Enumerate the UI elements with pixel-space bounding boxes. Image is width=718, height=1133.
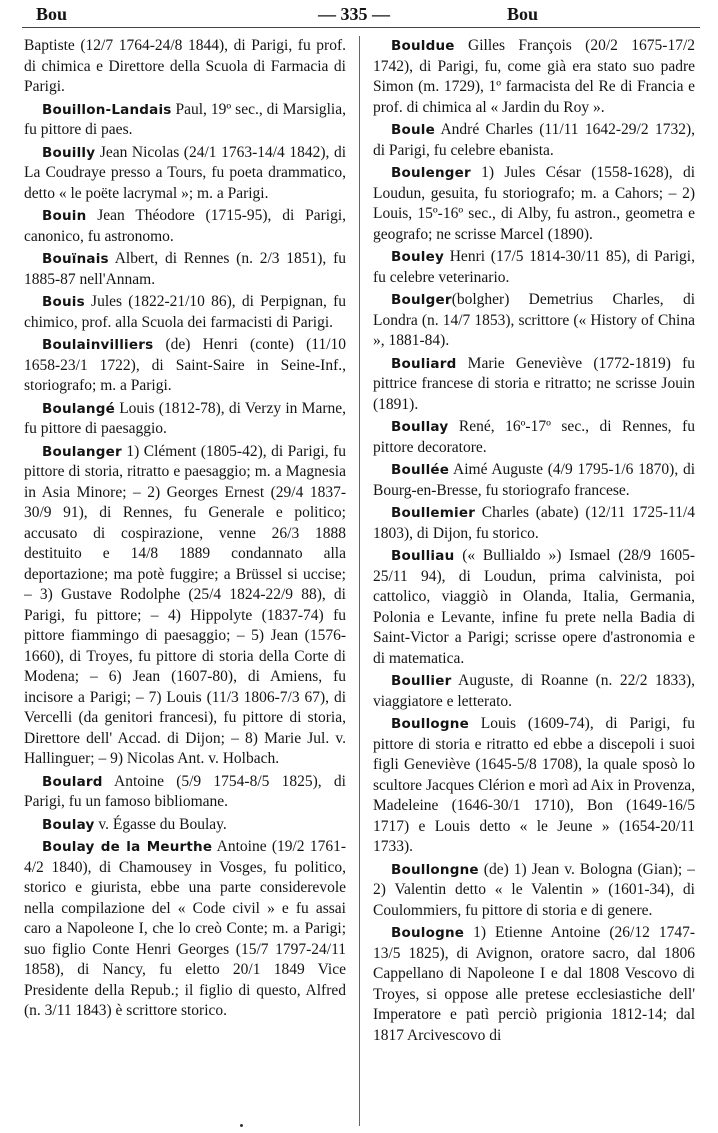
- dictionary-entry: [373, 36, 695, 118]
- header-rule: [22, 27, 700, 28]
- entry-text: Baptiste (12/7 1764-24/8 1844), di Parigi, fu prof. di chimica e Direttore della Scuola di Farmacia di Parigi.: [24, 37, 346, 95]
- dictionary-entry: [24, 399, 346, 440]
- entry-text: (de) 1) Jean v. Bologna (Gian); – 2) Valentin detto « le Valentin » (1601-34), di Coulommiers, fu pittore di storia e di genere.: [373, 860, 695, 919]
- entry-text: v. Égasse du Boulay.: [94, 815, 227, 833]
- entry-headword: Bouliard: [391, 355, 457, 372]
- entry-headword: Boulenger: [391, 165, 471, 181]
- right-column: [373, 36, 695, 1126]
- entry-text: Henri (17/5 1814-30/11 85), di Parigi, fu celebre veterinario.: [373, 248, 695, 286]
- entry-text: Jean Nicolas (24/1 1763-14/4 1842), di La Coudraye presso a Tours, fu poeta drammatico, detto « le poëte lacrymal »; m. a Parigi.: [24, 143, 346, 202]
- entry-headword: Boulay: [42, 816, 95, 833]
- dictionary-entry: [373, 290, 695, 352]
- dictionary-entry: [24, 206, 346, 247]
- entry-text: Auguste, di Roanne (n. 22/2 1833), viaggiatore e letterato.: [373, 672, 695, 710]
- dictionary-entry: [24, 292, 346, 333]
- entry-headword: Boulliau: [391, 548, 455, 564]
- dictionary-entry: [373, 503, 695, 544]
- entry-headword: Bouillon-Landais: [42, 101, 172, 118]
- dictionary-entry: [373, 354, 695, 416]
- dictionary-entry: [373, 860, 695, 922]
- entry-text: Jean Théodore (1715-95), di Parigi, canonico, fu astronomo.: [24, 207, 346, 245]
- entry-headword: Bouin: [42, 208, 87, 224]
- entry-text: 1) Jules César (1558-1628), di Loudun, gesuita, fu storiografo; m. a Cahors; – 2) Louis, 15º-16º sec., di Alby, fu astron., geometra e geografo; ne scrisse Marcel (1890).: [373, 164, 695, 243]
- dictionary-entry: [373, 460, 695, 501]
- dictionary-entry: [24, 837, 346, 1022]
- entry-text: Jules (1822-21/10 86), di Perpignan, fu chimico, prof. alla Scuola dei farmacisti di Parigi.: [24, 293, 346, 331]
- header-left-guideword: Bou: [36, 4, 68, 24]
- entry-text: Antoine (5/9 1754-8/5 1825), di Parigi, fu un famoso bibliomane.: [24, 772, 346, 810]
- entry-headword: Boulard: [42, 773, 103, 790]
- dictionary-entry: [24, 143, 346, 205]
- entry-text: Gilles François (20/2 1675-17/2 1742), di Parigi, fu, come già era stato suo padre Simon (m. 1729), 1º farmacista del Re di Francia e prof. di chimica al « Jardin du Roy ».: [373, 37, 695, 116]
- entry-text: 1) Clément (1805-42), di Parigi, fu pittore di storia, ritratto e paesaggio; m. a Magnesia in Asia Minore; – 2) Georges Ernest (29/4 1837-30/9 91), di Rennes, fu Generale e politico; accusato di cospirazione, venne 26/3 1888 destituito e 14/8 1889 condannato alla deportazione; ma potè fuggire; a Brüssel si uccise; – 3) Gustave Rodolphe (25/4 1824-22/9 88), di Parigi, fu pittore; – 4) Hippolyte (1837-74) fu pittore fiammingo di paesaggio; – 5) Jean (1576-1660), di Troyes, fu pittore di storia della Corte di Modena; – 6) Jean (1607-80), di Amiens, fu incisore a Parigi; – 7) Louis (11/3 1806-7/3 67), di Vercelli (da genitori francesi), fu pittore di storia, Direttore dell' Accad. di Dijon; – 8) Marie Jul. v. Hallinguer; – 9) Nicolas Ant. v. Holbach.: [24, 442, 346, 767]
- entry-text: Paul, 19º sec., di Marsiglia, fu pittore di paes.: [24, 100, 346, 138]
- entry-headword: Boulay de la Meurthe: [42, 839, 213, 855]
- dictionary-entry: [24, 36, 346, 98]
- entry-headword: Bouis: [42, 294, 85, 310]
- dictionary-entry: [373, 120, 695, 161]
- dictionary-entry: [373, 546, 695, 669]
- dictionary-entry: [373, 163, 695, 245]
- entry-headword: Bouldue: [391, 38, 455, 54]
- dictionary-entry: [24, 442, 346, 770]
- ink-speck: [240, 1124, 243, 1127]
- entry-headword: Boule: [391, 122, 435, 138]
- entry-headword: Boulainvilliers: [42, 337, 154, 353]
- dictionary-entry: [373, 417, 695, 458]
- entry-text: Albert, di Rennes (n. 2/3 1851), fu 1885-87 nell'Annam.: [24, 250, 346, 288]
- entry-text: Louis (1609-74), di Parigi, fu pittore di storia e ritratto ed ebbe a discepoli i suoi figli Geneviève (1645-5/8 1708), la quale sposò lo scultore Jacques Clérion e morì ad Aix in Provenza, Madeleine (1646-30/1 1710), Bon (1649-16/5 1717) e Louis detto « le Jeune » (1654-20/11 1733).: [373, 715, 695, 855]
- dictionary-entry: [24, 100, 346, 141]
- dictionary-entry: [24, 249, 346, 290]
- column-divider: [359, 36, 360, 1126]
- dictionary-entry: [24, 815, 346, 836]
- left-column: [24, 36, 346, 1126]
- entry-headword: Bouilly: [42, 144, 96, 161]
- entry-headword: Bouïnais: [42, 251, 109, 267]
- dictionary-entry: [24, 335, 346, 397]
- page-number: — 335 —: [318, 4, 390, 24]
- entry-text: Charles (abate) (12/11 1725-11/4 1803), di Dijon, fu storico.: [373, 504, 695, 542]
- entry-text: Aimé Auguste (4/9 1795-1/6 1870), di Bourg-en-Bresse, fu storiografo francese.: [373, 461, 695, 499]
- entry-text: (de) Henri (conte) (11/10 1658-23/1 1722), di Saint-Saire in Seine-Inf., storiografo; m. a Parigi.: [24, 336, 346, 394]
- entry-headword: Boullogne: [391, 716, 469, 732]
- dictionary-entry: [373, 714, 695, 858]
- entry-text: 1) Etienne Antoine (26/12 1747-13/5 1825), di Avignon, oratore sacro, dal 1806 Cappellano di Napoleone I e dal 1808 Vescovo di Troyes, si oppose alle pretese ecclesiastiche dell' Imperatore e patì perciò prigionia 1812-14; dal 1817 Arcivescovo di: [373, 924, 695, 1044]
- entry-headword: Boullemier: [391, 505, 476, 521]
- entry-headword: Boulger: [391, 292, 452, 308]
- entry-headword: Boullée: [391, 462, 450, 478]
- entry-text: René, 16º-17º sec., di Rennes, fu pittore decoratore.: [373, 418, 695, 456]
- entry-headword: Bouley: [391, 249, 444, 265]
- entry-headword: Boulangé: [42, 400, 115, 417]
- entry-headword: Boullongne: [391, 861, 479, 878]
- running-header: [0, 4, 718, 28]
- dictionary-entry: [373, 247, 695, 288]
- entry-headword: Boulogne: [391, 925, 465, 941]
- entry-headword: Boullier: [391, 673, 452, 689]
- entry-headword: Boullay: [391, 419, 449, 435]
- entry-text: Louis (1812-78), di Verzy in Marne, fu pittore di paesaggio.: [24, 399, 346, 437]
- entry-text: (bolgher) Demetrius Charles, di Londra (n. 14/7 1853), scrittore (« History of China », 1881-84).: [373, 291, 695, 349]
- dictionary-entry: [24, 772, 346, 813]
- dictionary-entry: [373, 671, 695, 712]
- entry-text: (« Bullialdo ») Ismael (28/9 1605-25/11 94), di Loudun, prima calvinista, poi cattolico, viaggiò in Olanda, Italia, Germania, Polonia e Levante, infine fu prete nella Badia di Saint-Victor a Parigi; scrisse opere d'astronomia e di matematica.: [373, 547, 695, 667]
- dictionary-entry: [373, 923, 695, 1046]
- entry-text: André Charles (11/11 1642-29/2 1732), di Parigi, fu celebre ebanista.: [373, 121, 695, 159]
- entry-headword: Boulanger: [42, 443, 122, 460]
- header-right-guideword: Bou: [507, 4, 539, 24]
- entry-text: Antoine (19/2 1761-4/2 1840), di Chamousey in Vosges, fu politico, storico e giurista, ebbe una parte considerevole nella compilazione del « Code civil » e fu assai caro a Napoleone I, che lo creò Conte; m. a Parigi; suo figlio Conte Henri Georges (15/7 1797-24/11 1858), di Nancy, fu eletto 20/1 1849 Vice Presidente della Repub.; il figlio di questo, Alfred (n. 3/11 1843) è scrittore storico.: [24, 838, 346, 1019]
- entry-text: Marie Geneviève (1772-1819) fu pittrice francese di storia e ritratto; ne scrisse Jouin (1891).: [373, 354, 695, 413]
